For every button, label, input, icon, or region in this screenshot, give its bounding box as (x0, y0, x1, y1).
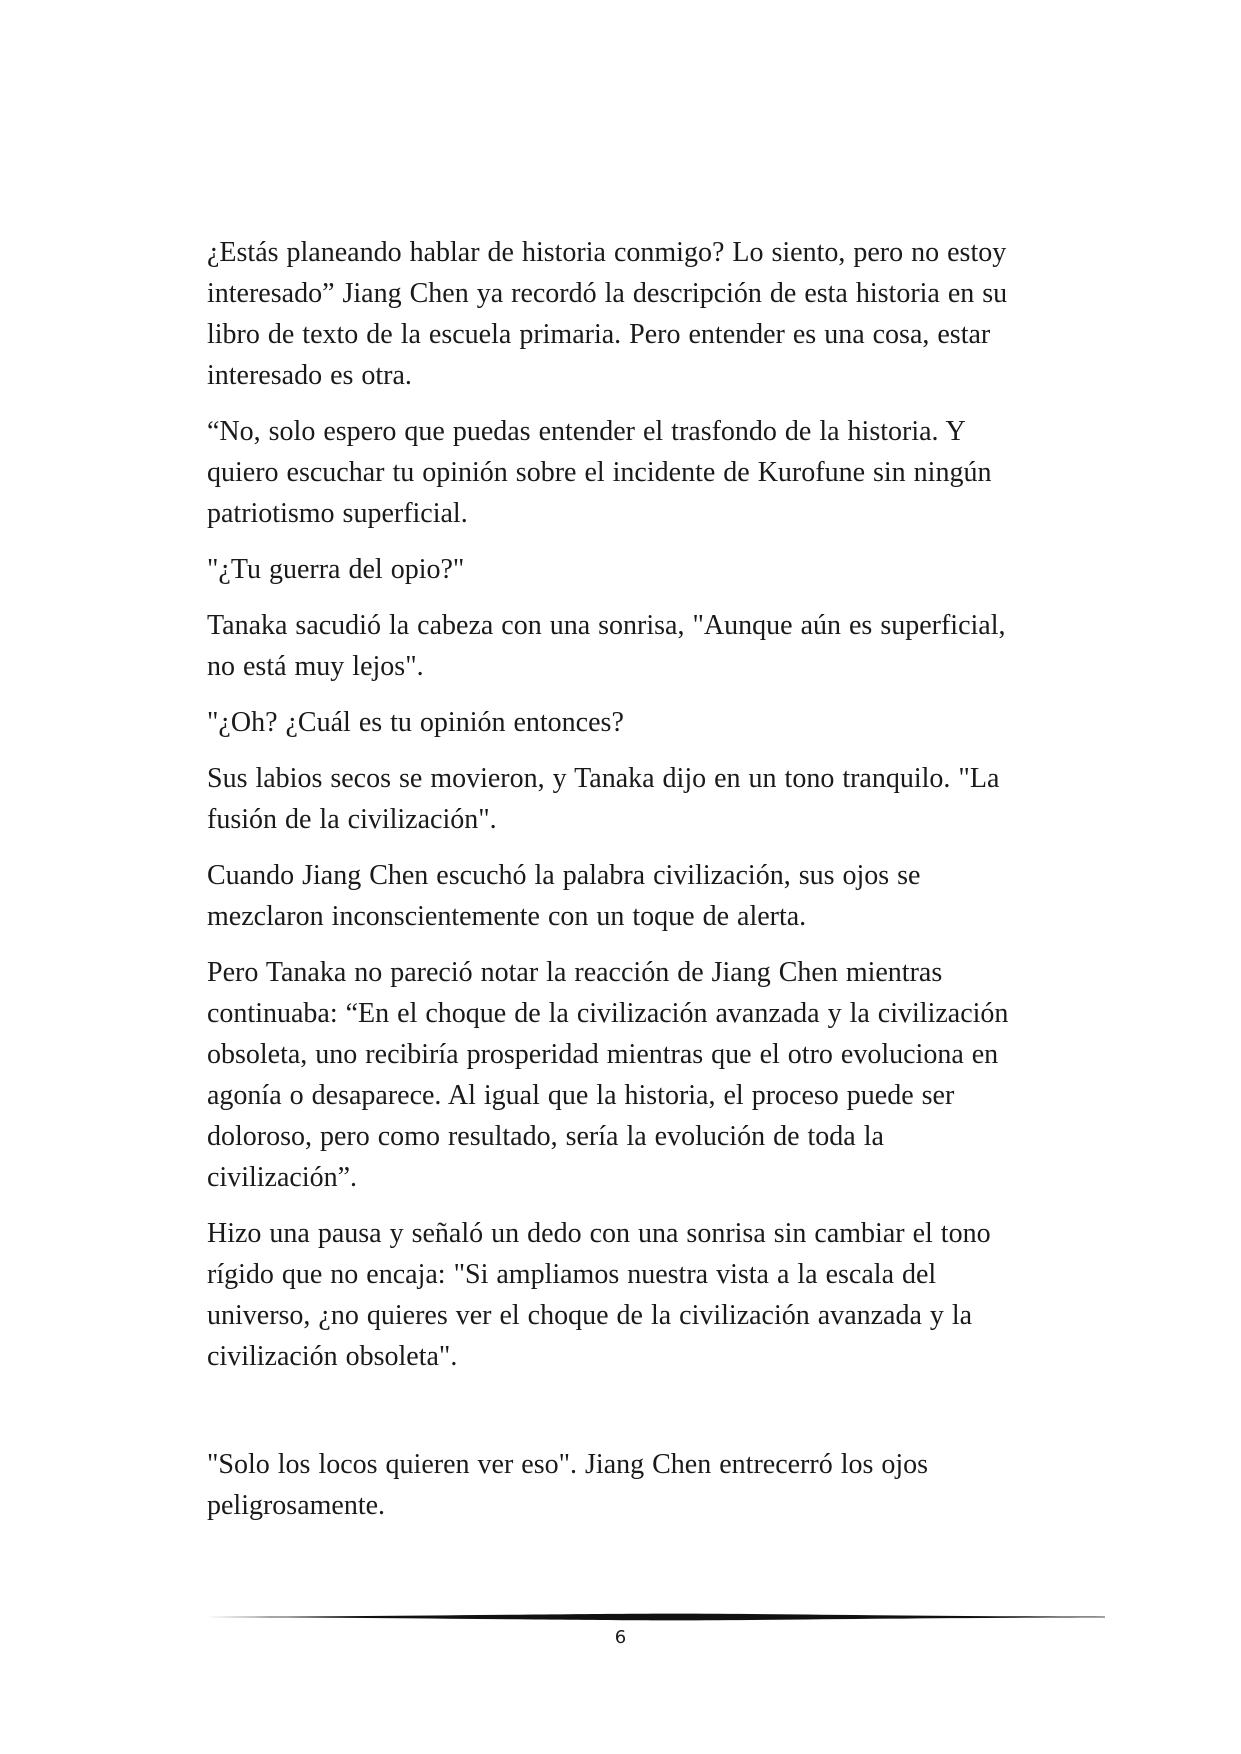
footer-rule (207, 1613, 1105, 1621)
text-line: rígido que no encaja: "Si ampliamos nuestra vista a la escala del (207, 1259, 937, 1290)
text-line: "Solo los locos quieren ver eso". Jiang Chen entrecerró los ojos (207, 1449, 929, 1480)
paragraph (207, 1444, 1067, 1526)
body-text (207, 232, 1067, 1541)
text-line: universo, ¿no quieres ver el choque de la civilización avanzada y la (207, 1300, 973, 1331)
paragraph (207, 1213, 1067, 1377)
text-line: civilización”. (207, 1162, 358, 1193)
text-line: civilización obsoleta". (207, 1341, 458, 1372)
paragraph (207, 549, 1067, 590)
spacer (207, 1392, 1067, 1444)
paragraph (207, 702, 1067, 743)
text-line: fusión de la civilización". (207, 804, 497, 835)
text-line: "¿Oh? ¿Cuál es tu opinión entonces? (207, 707, 624, 738)
text-line: continuaba: “En el choque de la civilización avanzada y la civilización (207, 998, 1009, 1029)
text-line: Hizo una pausa y señaló un dedo con una sonrisa sin cambiar el tono (207, 1218, 991, 1249)
text-line: mezclaron inconscientemente con un toque de alerta. (207, 901, 807, 932)
text-line: "¿Tu guerra del opio?" (207, 554, 465, 585)
text-line: doloroso, pero como resultado, sería la evolución de toda la (207, 1121, 884, 1152)
paragraph (207, 758, 1067, 840)
text-line: agonía o desaparece. Al igual que la historia, el proceso puede ser (207, 1080, 955, 1111)
text-line: libro de texto de la escuela primaria. Pero entender es una cosa, estar (207, 319, 991, 350)
paragraph (207, 411, 1067, 534)
text-line: peligrosamente. (207, 1490, 386, 1521)
paragraph (207, 605, 1067, 687)
text-line: patriotismo superficial. (207, 498, 468, 529)
paragraph (207, 952, 1067, 1198)
text-line: ¿Estás planeando hablar de historia conmigo? Lo siento, pero no estoy (207, 237, 1007, 268)
text-line: no está muy lejos". (207, 651, 424, 682)
text-line: obsoleta, uno recibiría prosperidad mientras que el otro evoluciona en (207, 1039, 999, 1070)
text-line: Tanaka sacudió la cabeza con una sonrisa, "Aunque aún es superficial, (207, 610, 1006, 641)
text-line: interesado” Jiang Chen ya recordó la descripción de esta historia en su (207, 278, 1008, 309)
text-line: Pero Tanaka no pareció notar la reacción de Jiang Chen mientras (207, 957, 943, 988)
text-line: “No, solo espero que puedas entender el trasfondo de la historia. Y (207, 416, 966, 447)
text-line: quiero escuchar tu opinión sobre el incidente de Kurofune sin ningún (207, 457, 992, 488)
text-line: Cuando Jiang Chen escuchó la palabra civilización, sus ojos se (207, 860, 921, 891)
page-number: 6 (614, 1627, 627, 1648)
text-line: interesado es otra. (207, 360, 412, 391)
paragraph (207, 855, 1067, 937)
text-line: Sus labios secos se movieron, y Tanaka dijo en un tono tranquilo. "La (207, 763, 1000, 794)
paragraph (207, 232, 1067, 396)
